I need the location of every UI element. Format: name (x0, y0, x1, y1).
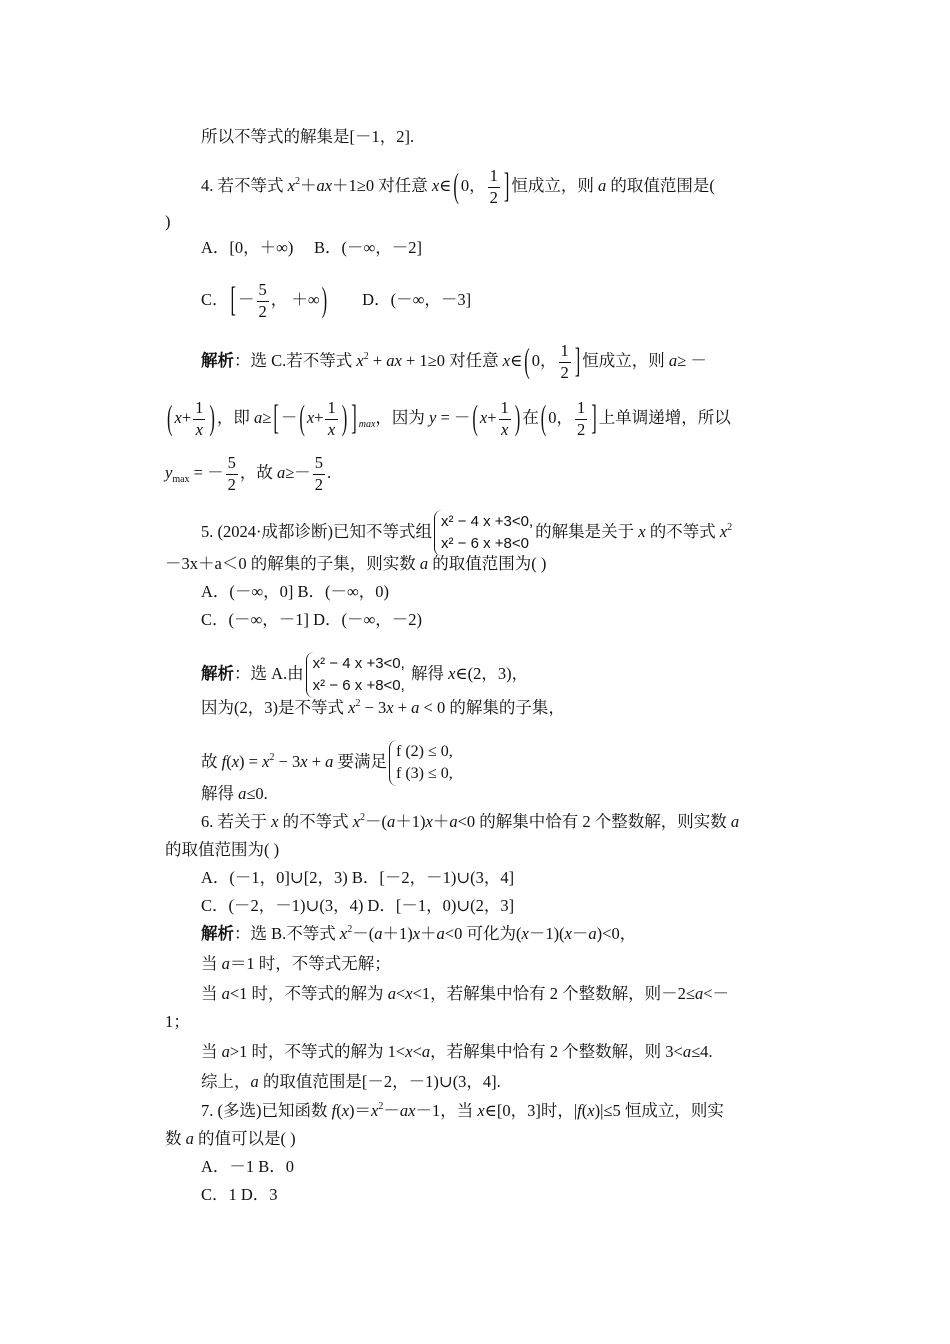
question-4-options-ab: A．[0，＋∞) B．(－∞，－2] (201, 238, 423, 257)
question-6-solution-3-cont: 1； (165, 1012, 190, 1031)
question-6-solution-5: 综上，a 的取值范围是[－2，－1)∪(3，4]. (201, 1072, 501, 1091)
question-7: 7. (多选)已知函数 $f(x)=x^2-ax-1$，当 x∈[0，3]时，|f(x)|≤5 恒成立，则实 (201, 1101, 724, 1120)
question-6-solution-4: 当 a>1 时，不等式的解为 1<x<a，若解集中恰有 2 个整数解，则 3<a≤4. (201, 1042, 713, 1061)
question-6-line-2: 的取值范围为( ) (165, 840, 280, 859)
question-6-options-cd: C．(－2，－1)∪(3，4) D．[－1，0)∪(2，3] (201, 896, 515, 915)
question-6-solution-1: 解析：选 B.不等式 $x^2-(a+1)x+a<0$ 可化为(x－1)(x－a)<0， (201, 924, 637, 943)
question-6-solution-3: 当 a<1 时，不等式的解为 a<x<1，若解集中恰有 2 个整数解，则－2≤a<－ (201, 984, 730, 1003)
question-6-solution-2: 当 a＝1 时，不等式无解； (201, 954, 391, 973)
question-7-options-ab: A．－1 B．0 (201, 1157, 295, 1176)
question-7-options-cd: C．1 D．3 (201, 1185, 278, 1204)
question-7-line-2: 数 a 的值可以是( ) (165, 1129, 296, 1148)
question-5-options-cd: C．(－∞，－1] D．(－∞，－2) (201, 610, 423, 629)
text-line: 所以不等式的解集是[－1，2]. (201, 127, 415, 146)
question-4: 4. 若不等式 $x^2+ax+1\ge 0$ 对任意 x∈ ( 0， $\frac{1}{2}$ ] 恒成立，则 a 的取值范围是( (201, 165, 715, 207)
question-4-solution-1: 解析：选 C.若不等式 $x^2$ + ax + 1≥0 对任意 x∈ ( 0， $\frac{1}{2}$ ] 恒成立，则 a≥ － (201, 340, 707, 382)
question-5-solution-2: 因为(2，3)是不等式 $x^2 - 3x + a < 0$ 的解集的子集， (201, 698, 565, 717)
question-5-solution-4: 解得 a≤0. (201, 784, 268, 803)
question-5-line-2: －3x＋a＜0 的解集的子集，则实数 a 的取值范围为( ) (165, 554, 547, 573)
question-4-options-cd: C． [ － $\frac{5}{2}$ ， ＋∞ ) D．(－∞，－3] (201, 279, 472, 321)
question-4-solution-2: ( x+ $\frac{1}{x}$ ) ，即 a≥ [ － ( x+ $\frac{1}{x}$ ) ] $_{max}$，因为 y = － ( x+ $\frac{1}{x}$ ) 在 ( 0， $\frac{1}{2}$ ] 上单调递增，所以 (167, 397, 731, 439)
question-6-options-ab: A．(－1，0]∪[2，3) B．[－2，－1)∪(3，4] (201, 868, 515, 887)
question-4-solution-3: $y_{max}$ = － $\frac{5}{2}$ ，故 a≥－ $\frac{5}{2}$ . (165, 453, 332, 494)
question-5-solution-3: 故 $f(x) = x^2 - 3x + a$ 要满足 f (2) ≤ 0, f (3) ≤ 0, (201, 740, 455, 786)
question-5: 5. (2024·成都诊断)已知不等式组 x² − 4 x +3<0, x² − 6 x +8<0 的解集是关于 x 的不等式 $x^2$ (201, 510, 732, 556)
question-5-options-ab: A．(－∞，0] B．(－∞，0) (201, 582, 390, 601)
question-4-paren: ) (165, 212, 171, 231)
question-5-solution-1: 解析：选 A.由 x² − 4 x +3<0, x² − 6 x +8<0, 解得 x∈(2，3)， (201, 652, 528, 698)
question-6: 6. 若关于 x 的不等式 $x^2-(a+1)x+a<0$ 的解集中恰有 2 个整数解，则实数 a (201, 812, 740, 831)
